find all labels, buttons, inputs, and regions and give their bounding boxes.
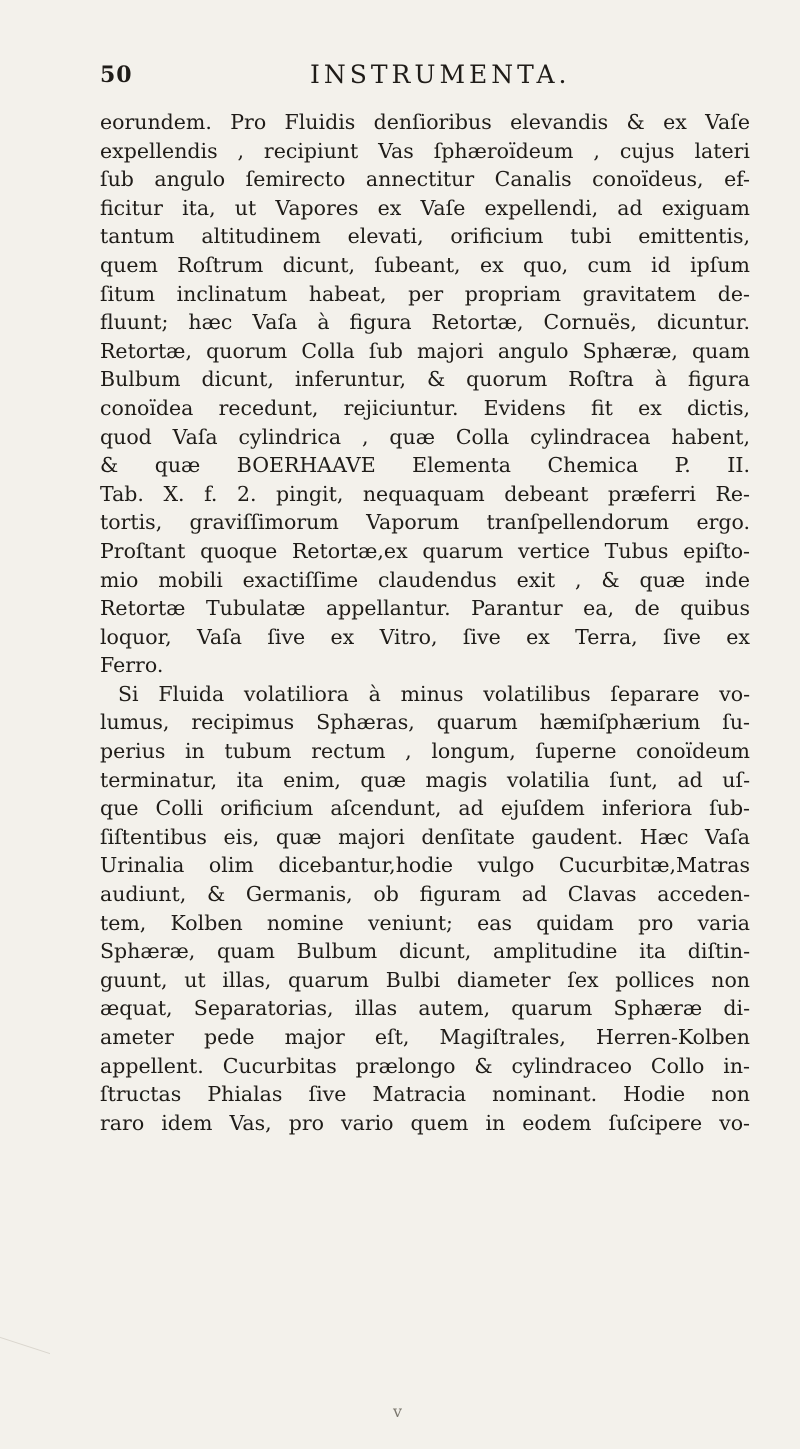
text-line: quod Vaſa cylindrica , quæ Colla cylindracea habent, (100, 424, 750, 449)
text-line: conoïdea recedunt, rejiciuntur. Evidens fit ex dictis, (100, 395, 750, 420)
text-line: ſiſtentibus eis, quæ majori denſitate gaudent. Hæc Vaſa (100, 824, 750, 849)
page-number: 50 (100, 62, 133, 88)
text-line: Retortæ, quorum Colla ſub majori angulo Sphæræ, quam (100, 338, 750, 363)
text-line: tantum altitudinem elevati, orificium tubi emittentis, (100, 224, 750, 249)
text-line: ſub angulo ſemirecto annectitur Canalis conoïdeus, ef- (100, 167, 750, 192)
text-line: Retortæ Tubulatæ appellantur. Parantur ea, de quibus (100, 596, 750, 621)
text-line: ficitur ita, ut Vapores ex Vaſe expellendi, ad exiguam (100, 195, 750, 220)
body-text (100, 108, 750, 1137)
text-line: appellent. Cucurbitas prælongo & cylindraceo Collo in- (100, 1053, 750, 1078)
text-line: Si Fluida volatiliora à minus volatilibus ſeparare vo- (118, 681, 750, 706)
text-line: Urinalia olim dicebantur,hodie vulgo Cucurbitæ,Matras (100, 853, 750, 878)
text-line: Tab. X. f. 2. pingit, nequaquam debeant præferri Re- (100, 481, 750, 506)
text-line: expellendis , recipiunt Vas ſphæroïdeum , cujus lateri (100, 138, 750, 163)
text-line: fluunt; hæc Vaſa à figura Retortæ, Cornuës, dicuntur. (100, 310, 750, 335)
text-line: raro idem Vas, pro vario quem in eodem ſuſcipere vo- (100, 1110, 750, 1135)
text-line: Bulbum dicunt, inferuntur, & quorum Roſtra à figura (100, 367, 750, 392)
text-line: quem Roſtrum dicunt, ſubeant, ex quo, cum id ipſum (100, 252, 750, 277)
text-line: eorundem. Pro Fluidis denſioribus elevandis & ex Vaſe (100, 110, 750, 134)
text-line: lumus, recipimus Sphæras, quarum hæmiſphærium ſu- (100, 710, 750, 735)
page-header (100, 54, 750, 98)
page-corner-shadow (0, 1337, 50, 1394)
text-line: ſtructas Phialas ſive Matracia nominant. Hodie non (100, 1082, 750, 1107)
text-line: audiunt, & Germanis, ob figuram ad Clavas acceden- (100, 882, 750, 907)
text-line: guunt, ut illas, quarum Bulbi diameter ſex pollices non (100, 967, 750, 992)
text-line: Proſtant quoque Retortæ,ex quarum vertice Tubus epiſto- (100, 538, 750, 563)
text-line: ameter pede major eſt, Magiſtrales, Herren-Kolben (100, 1025, 750, 1049)
text-line: que Colli orificium aſcendunt, ad ejuſdem inferiora ſub- (100, 796, 750, 821)
text-line: mio mobili exactiſſime claudendus exit , & quæ inde (100, 567, 750, 592)
text-line: tortis, graviſſimorum Vaporum tranſpellendorum ergo. (100, 510, 750, 535)
text-line: æquat, Separatorias, illas autem, quarum Sphæræ di- (100, 996, 750, 1021)
running-head: INSTRUMENTA. (310, 60, 571, 89)
text-line: perius in tubum rectum , longum, ſuperne conoïdeum (100, 739, 750, 764)
text-line: Sphæræ, quam Bulbum dicunt, amplitudine ita diſtin- (100, 939, 750, 964)
bottom-mark: v (393, 1402, 403, 1421)
text-line: ſitum inclinatum habeat, per propriam gravitatem de- (100, 281, 750, 306)
text-line: Ferro. (100, 653, 164, 678)
text-line: tem, Kolben nomine veniunt; eas quidam pro varia (100, 910, 750, 935)
text-line: terminatur, ita enim, quæ magis volatilia ſunt, ad uſ- (100, 767, 750, 792)
text-line: & quæ BOERHAAVE Elementa Chemica P. II. (100, 453, 750, 478)
text-line: loquor, Vaſa ſive ex Vitro, ſive ex Terra, ſive ex (100, 624, 750, 649)
